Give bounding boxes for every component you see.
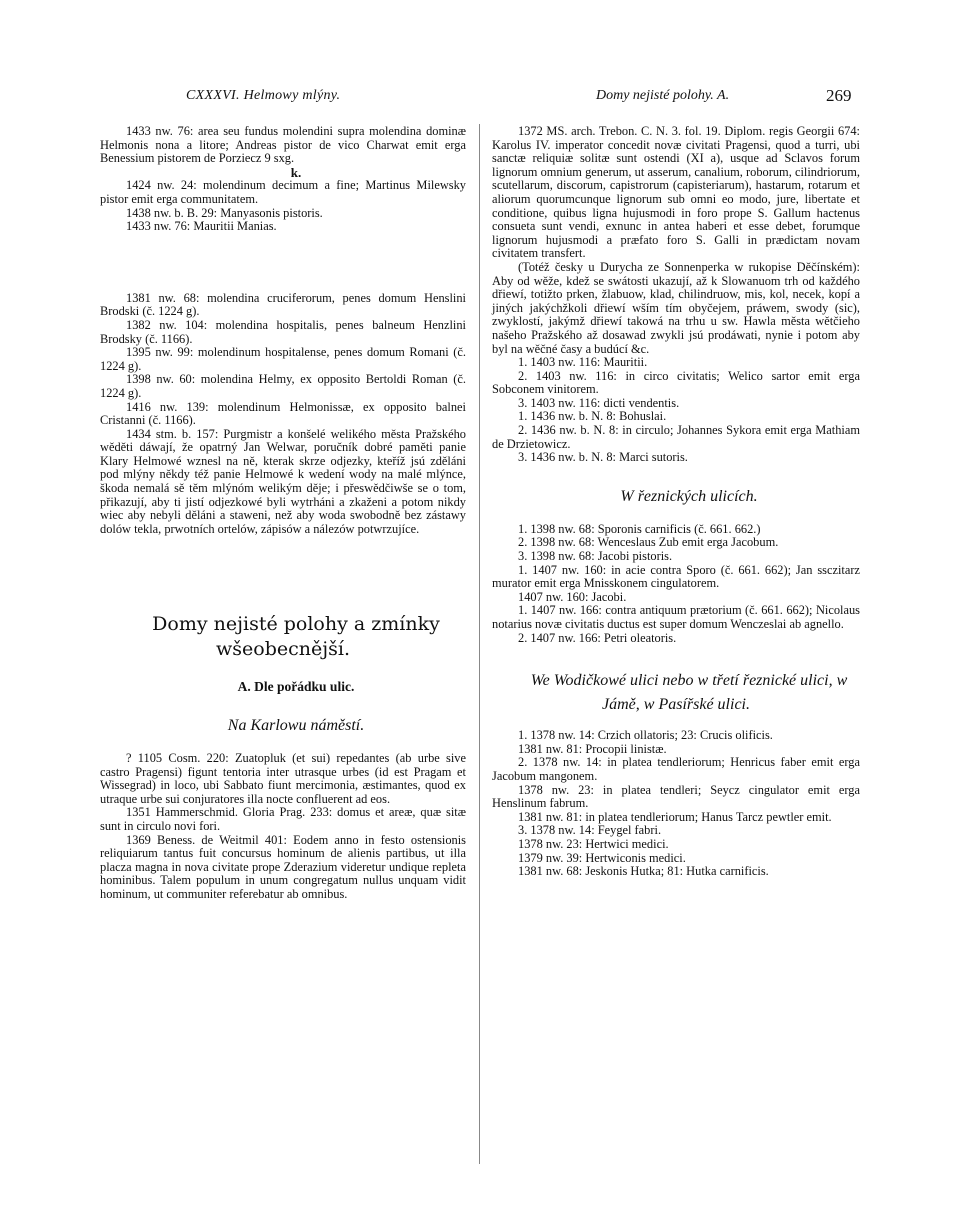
section-letter: k. <box>290 164 302 180</box>
entry-paragraph: 1434 stm. b. 157: Purgmistr a konšelé welikého města Pražského wěděti dáwají, že opatrný Jan Welwar, poručník dobré paměti panie Klary Helmowé wznesl na ně, kterak skrze odjezky, kteříž jsú zděláni pod mlýny někdy též panie Helmowé k wedení wody na malé mlýnce, škoda nemalá sě těm mlýnóm welikým děje; i přeswědčiwše se o tom, přikazují, aby ti jistí odjezkowé byli wytrháni a zkaženi a potom nikdy wiec aby nebyli děláni a staweni, než aby woda swobodně bez zástawy dolów tekla, prwotních ortelów, zápisów a nálezów potwrzujíce. <box>100 426 466 536</box>
running-head-right: Domy nejisté polohy. A. <box>596 88 730 103</box>
page-header <box>0 88 960 110</box>
entry-paragraph: (Totéž česky u Durycha ze Sonnenperka w rukopise Děčínském): Aby od wěže, kdež se swátosti ukazují, až k Slowanuom trh od každého dřiewí, totižto prken, žlabuow, klad, chilindruow, mis, kol, necek, kopí a jiných jakýchžkoli dřiewí wším tím obyčejem, práwem, swody (sic), zwyklostí, jakýmž dřiewí takowá na trhu u sw. Hawla města wětčieho našeho Pražského až dosawad zwykli jsú prodáwati, nynie i potom aby byl na wěčné časy a budúcí &c. <box>492 259 860 356</box>
entry-paragraph: 1. 1436 nw. b. N. 8: Bohuslai. <box>518 409 667 424</box>
entry-paragraph: 1378 nw. 23: in platea tendleri; Seycz cingulator emit erga Henslinum fabrum. <box>492 782 860 811</box>
entry-paragraph: 1351 Hammerschmid. Gloria Prag. 233: domus et areæ, quæ sitæ sunt in circulo novi fori. <box>100 805 466 833</box>
chapter-title: Domy nejisté polohy a zmínky wšeobecnější. <box>152 613 440 661</box>
entry-paragraph: 2. 1407 nw. 166: Petri oleatoris. <box>518 630 677 645</box>
entry-paragraph: 1398 nw. 60: molendina Helmy, ex opposito Bertoldi Roman (č. 1224 g). <box>100 372 466 400</box>
entry-paragraph: 1381 nw. 68: molendina cruciferorum, penes domum Henslini Brodski (č. 1224 g). <box>100 290 466 319</box>
column-divider <box>479 124 480 1164</box>
entry-paragraph: 3. 1436 nw. b. N. 8: Marci sutoris. <box>518 450 688 465</box>
page-number: 269 <box>826 86 852 105</box>
entry-paragraph: 1381 nw. 81: Procopii linistæ. <box>518 741 667 756</box>
entry-paragraph: 1. 1398 nw. 68: Sporonis carnificis (č. 661. 662.) <box>518 521 761 536</box>
entry-paragraph: 1381 nw. 68: Jeskonis Hutka; 81: Hutka carnificis. <box>518 864 769 879</box>
entry-paragraph: 1424 nw. 24: molendinum decimum a fine; Martinus Milewsky pistor emit erga communitatem. <box>100 178 466 206</box>
right-column <box>492 125 860 879</box>
entry-paragraph: 3. 1398 nw. 68: Jacobi pistoris. <box>518 549 673 564</box>
entry-paragraph: 1378 nw. 23: Hertwici medici. <box>518 836 669 851</box>
entry-paragraph: 1381 nw. 81: in platea tendleriorum; Hanus Tarcz pewtler emit. <box>518 809 832 824</box>
entry-paragraph: 2. 1403 nw. 116: in circo civitatis; Welico sartor emit erga Sobconem vinitorem. <box>492 368 860 397</box>
entry-paragraph: 1372 MS. arch. Trebon. C. N. 3. fol. 19. Diplom. regis Georgii 674: Karolus IV. imperator concedit novæ civitati Pragensi, quod a turri, ubi sanctæ reliquiæ solitæ sunt ostendi (XI a), usque ad Sclavos forum lignorum omnium generum, ut asserum, canalium, roborum, cilindriorum, scutellarum, discorum, capistrorum (capisteriarum), hastarum, rotarum et aliorum quorumcunque lignorum sub omni eo modo, jure, libertate et conditione, quibus ligna hujusmodi in foro prope S. Gallum hactenus consueta sunt vendi, exnunc in antea haberi et esse debet, forumque lignorum hujusmodi a præfato foro S. Galli in prædictam novam civitatem transfert. <box>492 124 860 261</box>
entry-paragraph: 1. 1403 nw. 116: Mauritii. <box>518 355 648 370</box>
street-title: Na Karlowu náměstí. <box>227 717 365 735</box>
running-head-left: CXXXVI. Helmowy mlýny. <box>186 88 341 103</box>
entry-paragraph: 2. 1398 nw. 68: Wenceslaus Zub emit erga Jacobum. <box>518 535 779 550</box>
entry-paragraph: ? 1105 Cosm. 220: Zuatopluk (et sui) repedantes (ab urbe sive castro Pragensi) figunt tentoria inter utrasque urbes (id est Pragam et Wissegrad) in loco, ubi Sabbato fiunt mercimonia, æstimantes, quod ex utraque urbe sui conjuratores illa nocte confluerent ad eos. <box>100 751 466 806</box>
entry-paragraph: 1433 nw. 76: area seu fundus molendini supra molendina dominæ Helmonis nona a litore; Andreas pistor de vico Charwat emit erga Benessium pistorem de Porziecz 9 sxg. <box>100 124 466 166</box>
entry-paragraph: 1416 nw. 139: molendinum Helmonissæ, ex opposito balnei Cristanni (č. 1166). <box>100 399 466 428</box>
entry-paragraph: 1. 1407 nw. 166: contra antiquum prætorium (č. 661. 662); Nicolaus notarius novæ civitatis ductus est super domum Wenczeslai ab agnello. <box>492 603 860 631</box>
entry-paragraph: 2. 1436 nw. b. N. 8: in circulo; Johannes Sykora emit erga Mathiam de Drzietowicz. <box>492 423 860 451</box>
entry-paragraph: 1433 nw. 76: Mauritii Manias. <box>126 219 277 234</box>
entry-paragraph: 2. 1378 nw. 14: in platea tendleriorum; Henricus faber emit erga Jacobum mangonem. <box>492 755 860 783</box>
street-title: W řeznických ulicích. <box>620 487 758 505</box>
entry-paragraph: 1407 nw. 160: Jacobi. <box>518 589 627 604</box>
entry-paragraph: 3. 1403 nw. 116: dicti vendentis. <box>518 395 680 410</box>
entry-paragraph: 1. 1378 nw. 14: Crzich ollatoris; 23: Crucis olificis. <box>518 728 773 743</box>
entry-paragraph: 1382 nw. 104: molendina hospitalis, penes balneum Henzlini Brodsky (č. 1166). <box>100 317 466 346</box>
section-title: A. Dle pořádku ulic. <box>237 679 355 695</box>
entry-paragraph: 1369 Beness. de Weitmil 401: Eodem anno in festo ostensionis reliquiarum tantus fuit concursus hominum de alienis partibus, ut illa placza magna in nova civitate prope Zderazium videretur undique repleta hominibus. Talem populum in unum congregatum nullus unquam vidit hominum, ut communiter referebatur ab omnibus. <box>100 832 466 901</box>
entry-paragraph: 1438 nw. b. B. 29: Manyasonis pistoris. <box>126 205 323 220</box>
street-title: We Wodičkowé ulici nebo w třetí řeznické ulici, w Jámě, w Pasířské ulici. <box>530 672 848 714</box>
entry-paragraph: 1395 nw. 99: molendinum hospitalense, penes domum Romani (č. 1224 g). <box>100 345 466 373</box>
entry-paragraph: 1. 1407 nw. 160: in acie contra Sporo (č. 661. 662); Jan ssczitarz murator emit erga Mnisskonem cingulatorem. <box>492 562 860 591</box>
entry-paragraph: 3. 1378 nw. 14: Feygel fabri. <box>518 823 662 838</box>
left-column <box>100 125 466 902</box>
entry-paragraph: 1379 nw. 39: Hertwiconis medici. <box>518 850 686 865</box>
